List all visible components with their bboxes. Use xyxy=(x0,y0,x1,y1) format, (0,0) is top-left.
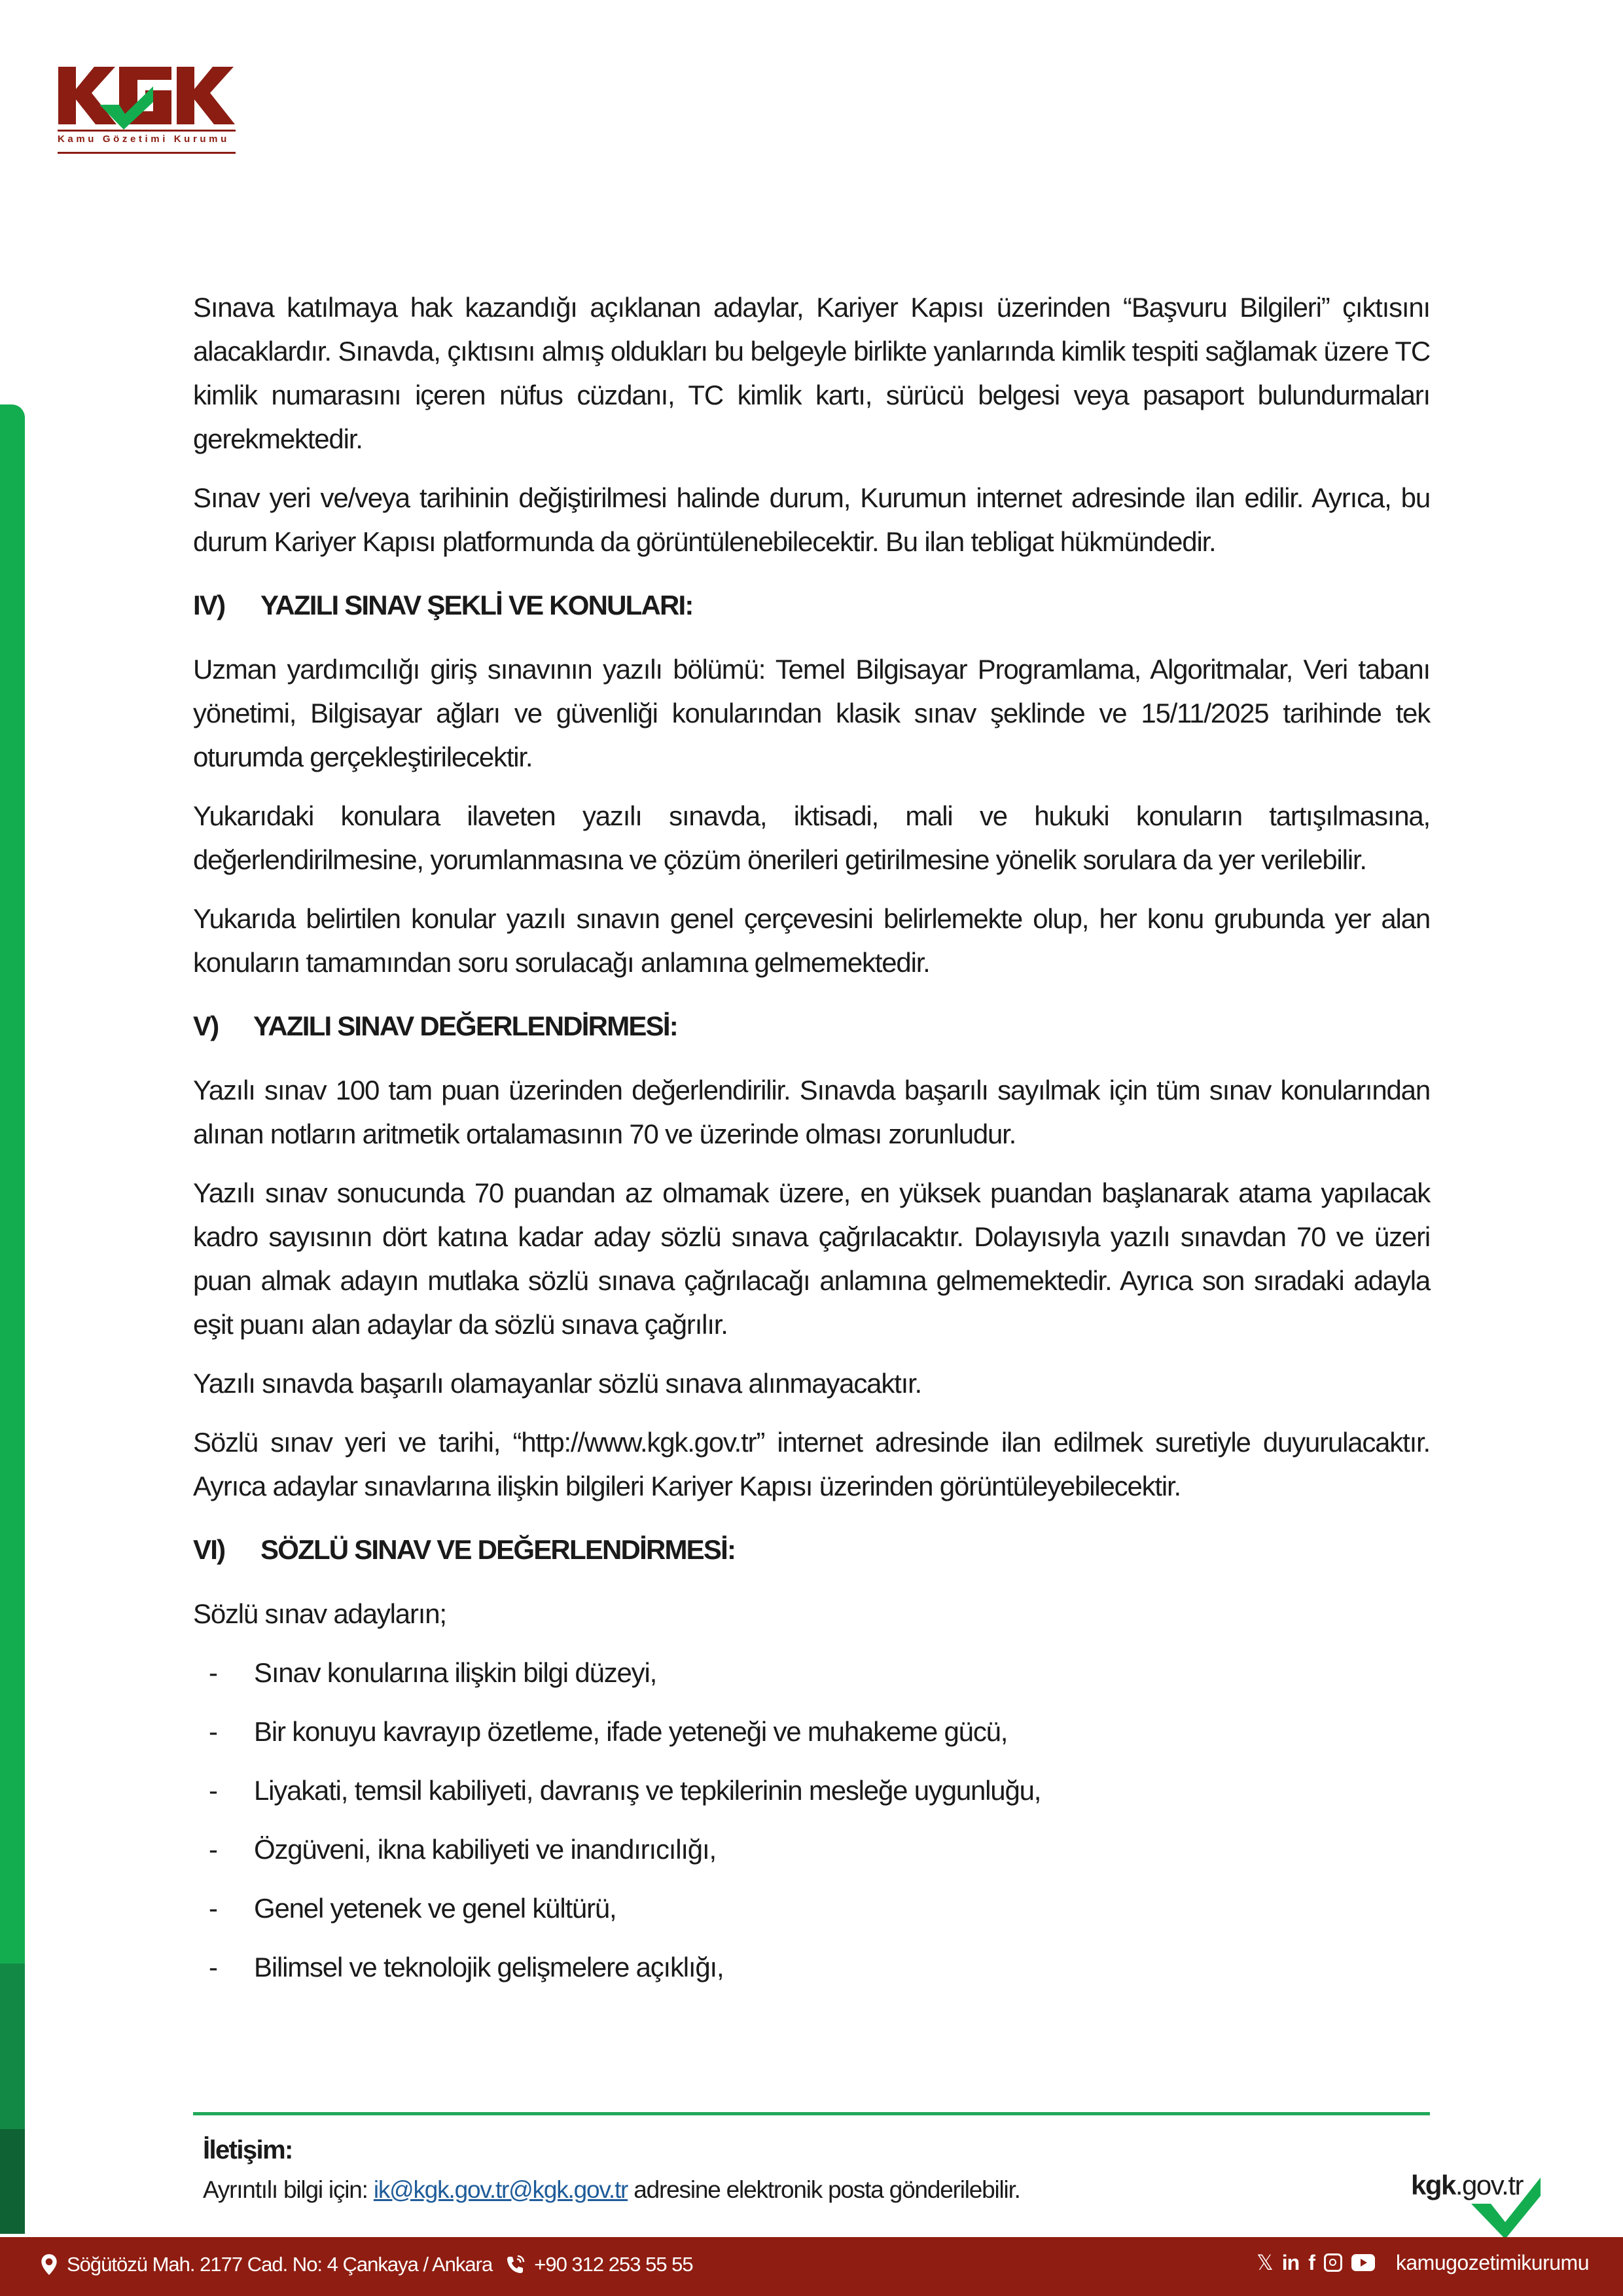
website-domain-rest: .gov.tr xyxy=(1455,2170,1523,2200)
logo-rule-bottom xyxy=(58,152,236,154)
list-marker: - xyxy=(209,1716,217,1747)
contact-title: İletişim: xyxy=(203,2136,293,2164)
instagram-icon[interactable] xyxy=(1324,2253,1342,2272)
section-paragraph: Yazılı sınav 100 tam puan üzerinden değerlendirilir. Sınavda başarılı sayılmak için tüm sınav konularından alınan notların aritmetik ortalamasının 70 ve üzerinde olması zorunludur. xyxy=(193,1075,1430,1149)
section-paragraph: Yazılı sınav sonucunda 70 puandan az olmamak üzere, en yüksek puandan başlanarak atama yapılacak kadro sayısının dört katına kadar aday sözlü sınava çağrılacaktır. Dolayısıyla yazılı sınavdan 70 ve üzeri puan almak adayın mutlaka sözlü sınava çağrılacağı anlamına gelmemektedir. Ayrıca son sıradaki adayla eşit puanı alan adaylar da sözlü sınava çağrılır. xyxy=(193,1177,1430,1340)
side-accent-bar-light xyxy=(0,404,25,1964)
footer-address-block xyxy=(41,2253,693,2276)
section-number: IV) xyxy=(193,590,225,620)
document-body xyxy=(193,285,1430,2004)
youtube-icon[interactable] xyxy=(1351,2254,1375,2271)
list-marker: - xyxy=(209,1775,217,1806)
section-title: SÖZLÜ SINAV VE DEĞERLENDİRMESİ: xyxy=(260,1534,736,1565)
section-heading-vi xyxy=(193,1528,1430,1571)
side-accent-bar-dark xyxy=(0,2129,25,2234)
section-title: YAZILI SINAV ŞEKLİ VE KONULARI: xyxy=(260,590,693,620)
footer-phone[interactable]: +90 312 253 55 55 xyxy=(534,2253,693,2276)
section-heading-v xyxy=(193,1004,1430,1048)
list-item xyxy=(193,1768,1430,1812)
contact-suffix: adresine elektronik posta gönderilebilir. xyxy=(633,2176,1020,2203)
list-item-text: Özgüveni, ikna kabiliyeti ve inandırıcılığı, xyxy=(254,1834,716,1865)
section-paragraph: Yukarıdaki konulara ilaveten yazılı sınavda, iktisadi, mali ve hukuki konuların tartışılmasına, değerlendirilmesine, yorumlanmasına ve çözüm önerileri getirilmesine yönelik sorulara da yer verilebilir. xyxy=(193,800,1430,875)
section-paragraph: Uzman yardımcılığı giriş sınavının yazılı bölümü: Temel Bilgisayar Programlama, Algoritmalar, Veri tabanı yönetimi, Bilgisayar ağları ve güvenliği konularından klasik sınav şeklinde ve 15/11/2025 tarihinde tek oturumda gerçekleştirilecektir. xyxy=(193,654,1430,772)
logo-rule-top xyxy=(58,130,236,132)
contact-line xyxy=(203,2176,1020,2204)
list-marker: - xyxy=(209,1952,217,1982)
list-item xyxy=(193,1945,1430,1989)
list-item-text: Bir konuyu kavrayıp özetleme, ifade yeteneği ve muhakeme gücü, xyxy=(254,1716,1008,1747)
facebook-icon[interactable]: f xyxy=(1308,2250,1315,2274)
x-icon[interactable]: 𝕏 xyxy=(1257,2251,1273,2274)
contact-email-link[interactable]: ik@kgk.gov.tr@kgk.gov.tr xyxy=(373,2176,628,2203)
list-marker: - xyxy=(209,1834,217,1865)
section-number: V) xyxy=(193,1011,219,1041)
list-item-text: Liyakati, temsil kabiliyeti, davranış ve tepkilerinin mesleğe uygunluğu, xyxy=(254,1775,1041,1806)
section-paragraph: Yazılı sınavda başarılı olamayanlar sözlü sınava alınmayacaktır. xyxy=(193,1368,922,1399)
list-item-text: Genel yetenek ve genel kültürü, xyxy=(254,1893,616,1924)
kgk-logo-mark-icon xyxy=(56,64,237,136)
list-item xyxy=(193,1827,1430,1871)
list-item xyxy=(193,1651,1430,1695)
oral-exam-criteria-list xyxy=(193,1651,1430,1989)
kgk-logo xyxy=(56,64,237,154)
intro-paragraph: Sınav yeri ve/veya tarihinin değiştirilmesi halinde durum, Kurumun internet adresinde ilan edilir. Ayrıca, bu durum Kariyer Kapısı platformunda da görüntülenebilecektir. Bu ilan tebligat hükmündedir. xyxy=(193,482,1430,557)
footer-social-links xyxy=(1257,2250,1589,2275)
intro-paragraph: Sınava katılmaya hak kazandığı açıklanan adaylar, Kariyer Kapısı üzerinden “Başvuru Bilgileri” çıktısını alacaklardır. Sınavda, çıktısını almış oldukları bu belgeyle birlikte yanlarında kimlik tespiti sağlamak üzere TC kimlik numarasını içeren nüfus cüzdanı, TC kimlik kartı, sürücü belgesi veya pasaport bulundurmaları gerekmektedir. xyxy=(193,292,1430,454)
list-item xyxy=(193,1886,1430,1930)
social-handle: kamugozetimikurumu xyxy=(1395,2250,1589,2274)
footer-bar xyxy=(0,2237,1623,2296)
section-heading-iv xyxy=(193,583,1430,627)
linkedin-icon[interactable]: in xyxy=(1281,2250,1300,2274)
list-item xyxy=(193,1710,1430,1753)
website-domain-bold: kgk xyxy=(1411,2170,1455,2200)
logo-caption: Kamu Gözetimi Kurumu xyxy=(58,134,230,145)
side-accent-bar-mid xyxy=(0,1964,25,2129)
section-paragraph: Sözlü sınav yeri ve tarihi, “http://www.kgk.gov.tr” internet adresinde ilan edilmek suretiyle duyurulacaktır. Ayrıca adaylar sınavlarına ilişkin bilgileri Kariyer Kapısı üzerinden görüntüleyebilecektir. xyxy=(193,1427,1430,1501)
phone-icon xyxy=(505,2253,525,2276)
section-number: VI) xyxy=(193,1534,225,1565)
list-item-text: Sınav konularına ilişkin bilgi düzeyi, xyxy=(254,1657,657,1688)
section-title: YAZILI SINAV DEĞERLENDİRMESİ: xyxy=(253,1011,677,1041)
website-label xyxy=(1411,2170,1523,2201)
section-paragraph: Yukarıda belirtilen konular yazılı sınavın genel çerçevesini belirlemekte olup, her konu grubunda yer alan konuların tamamından soru sorulacağı anlamına gelmemektedir. xyxy=(193,903,1430,978)
list-marker: - xyxy=(209,1657,217,1688)
section-paragraph: Sözlü sınav adayların; xyxy=(193,1598,446,1629)
contact-prefix: Ayrıntılı bilgi için: xyxy=(203,2176,368,2203)
list-item-text: Bilimsel ve teknolojik gelişmelere açıklığı, xyxy=(254,1952,724,1982)
list-marker: - xyxy=(209,1893,217,1924)
location-pin-icon xyxy=(41,2253,58,2276)
contact-divider xyxy=(193,2112,1430,2115)
footer-address: Söğütözü Mah. 2177 Cad. No: 4 Çankaya / Ankara xyxy=(67,2253,493,2276)
